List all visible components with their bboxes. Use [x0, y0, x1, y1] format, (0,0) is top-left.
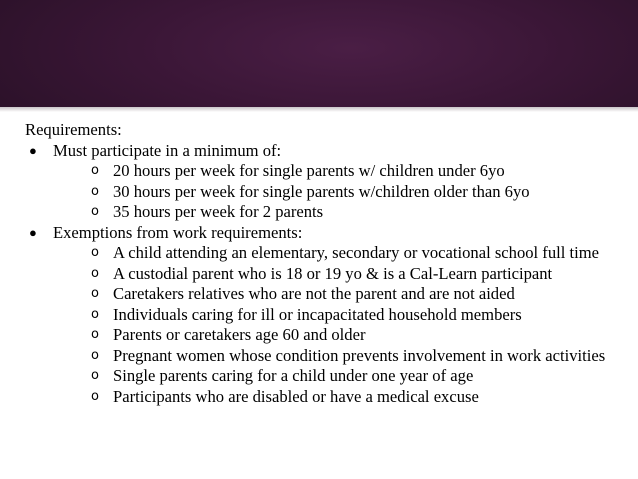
slide-header-band: [0, 0, 638, 107]
bullet-participation: [25, 141, 625, 223]
sub-bullet-text: Individuals caring for ill or incapacitated household members: [113, 304, 522, 324]
sub-bullet-text: 30 hours per week for single parents w/children older than 6yo: [113, 181, 530, 201]
sub-bullet-text: 35 hours per week for 2 parents: [113, 202, 324, 221]
circle-bullet-icon: o: [91, 245, 99, 260]
bullet-text: Must participate in a minimum of:: [53, 140, 282, 160]
sub-bullet-text: Pregnant women whose condition prevents involvement in work activities: [113, 345, 606, 365]
sub-bullet-item: [53, 325, 625, 346]
sub-bullet-text: A child attending an elementary, secondary or vocational school full time: [113, 243, 599, 262]
bullet-dot-icon: ●: [29, 142, 37, 158]
sub-bullet-item: [53, 387, 625, 408]
circle-bullet-icon: o: [91, 286, 99, 301]
sub-bullet-item: [53, 284, 625, 305]
sub-bullet-text: Caretakers relatives who are not the parent and are not aided: [113, 284, 515, 303]
sub-bullet-list: [53, 243, 625, 407]
sub-bullet-text: Participants who are disabled or have a medical excuse: [113, 386, 479, 406]
sub-bullet-item: [53, 346, 625, 367]
bullet-dot-icon: ●: [29, 224, 37, 240]
sub-bullet-list: [53, 161, 625, 223]
circle-bullet-icon: o: [91, 265, 99, 281]
circle-bullet-icon: o: [91, 327, 99, 342]
circle-bullet-icon: o: [91, 368, 99, 383]
sub-bullet-item: [53, 182, 625, 203]
slide-content: [25, 120, 625, 407]
bullet-exemptions: [25, 223, 625, 408]
sub-bullet-item: [53, 161, 625, 182]
circle-bullet-icon: o: [91, 306, 99, 322]
bullet-list: [25, 141, 625, 408]
header-shadow: [0, 107, 638, 112]
sub-bullet-text: 20 hours per week for single parents w/ children under 6yo: [113, 161, 505, 180]
circle-bullet-icon: o: [91, 204, 99, 219]
circle-bullet-icon: o: [91, 388, 99, 404]
sub-bullet-item: [53, 202, 625, 223]
sub-bullet-text: Parents or caretakers age 60 and older: [113, 325, 366, 344]
sub-bullet-text: A custodial parent who is 18 or 19 yo & is a Cal-Learn participant: [113, 263, 553, 283]
circle-bullet-icon: o: [91, 183, 99, 199]
bullet-text: Exemptions from work requirements:: [53, 222, 303, 242]
sub-bullet-item: [53, 305, 625, 326]
circle-bullet-icon: o: [91, 347, 99, 363]
circle-bullet-icon: o: [91, 163, 99, 178]
sub-bullet-item: [53, 264, 625, 285]
sub-bullet-text: Single parents caring for a child under one year of age: [113, 366, 474, 385]
requirements-heading: Requirements:: [25, 120, 122, 139]
sub-bullet-item: [53, 243, 625, 264]
sub-bullet-item: [53, 366, 625, 387]
